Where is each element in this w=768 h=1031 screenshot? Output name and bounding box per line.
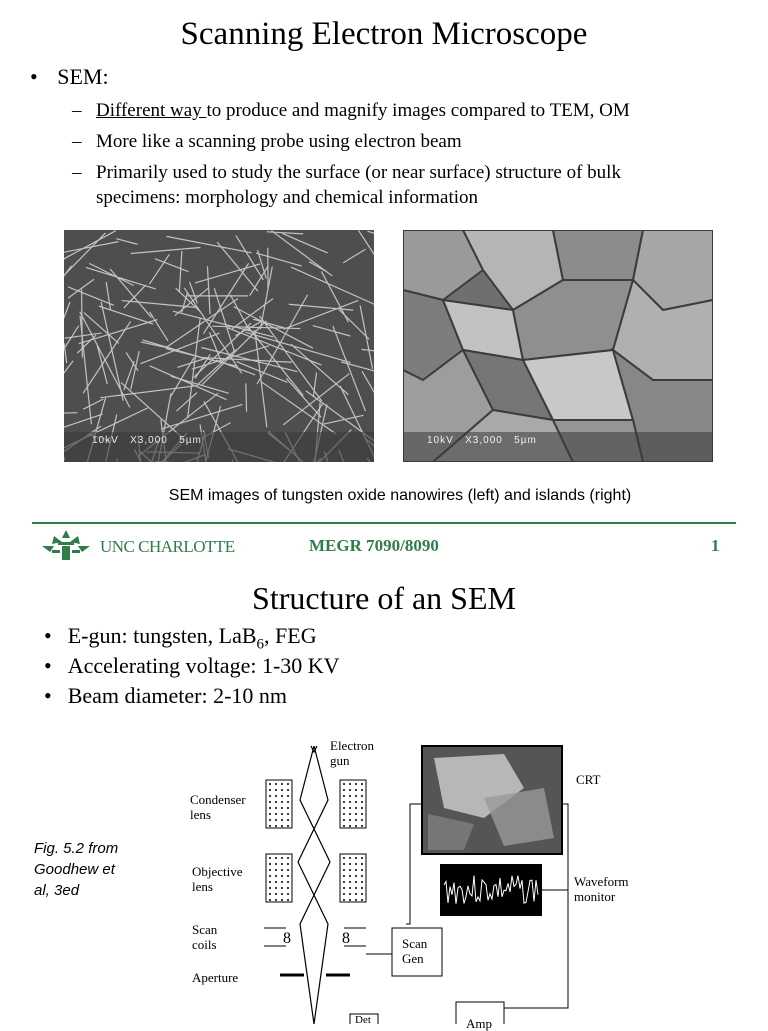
egun-text-post: , FEG: [264, 623, 317, 648]
label-waveform-monitor: [574, 874, 629, 904]
label-scan-coils-l1: Scan: [192, 922, 217, 937]
sub3-text-line2: specimens: morphology and chemical information: [96, 187, 478, 208]
sem-image-islands: [403, 230, 713, 462]
sub2-text: More like a scanning probe using electron beam: [96, 131, 462, 152]
sub-bullet-2: – More like a scanning probe using electron beam: [72, 129, 462, 154]
label-electron-gun: [330, 738, 374, 768]
slide2-title: Structure of an SEM: [0, 580, 768, 617]
course-code: MEGR 7090/8090: [309, 536, 439, 556]
sem-structure-diagram: [184, 728, 640, 1024]
beam-text: Beam diameter: 2-10 nm: [68, 683, 287, 708]
label-waveform-l2: monitor: [574, 889, 629, 904]
footer-divider: [32, 522, 736, 524]
bullet-sem: [30, 64, 109, 90]
label-scan-coils-l2: coils: [192, 937, 217, 952]
sem-image-nanowires: [64, 230, 374, 462]
bullet-voltage: • Accelerating voltage: 1-30 KV: [44, 653, 340, 679]
svg-text:8: 8: [342, 930, 350, 947]
img-left-label: 10kV X3,000 5µm: [92, 435, 202, 446]
label-condenser-l2: lens: [190, 807, 246, 822]
label-crt: CRT: [576, 772, 601, 787]
sub-bullet-1: – Different way to produce and magnify images compared to TEM, OM: [72, 98, 630, 123]
figure-caption: [34, 838, 118, 901]
bullet-dot: •: [30, 64, 38, 89]
label-aperture: Aperture: [192, 970, 238, 985]
fig-caption-line2: Goodhew et: [34, 859, 118, 880]
label-det: Det: [355, 1013, 371, 1028]
svg-text:8: 8: [283, 930, 291, 947]
sub3-text-line1: Primarily used to study the surface (or near surface) structure of bulk: [96, 162, 621, 183]
fig-caption-line3: al, 3ed: [34, 880, 118, 901]
image-caption: SEM images of tungsten oxide nanowires (left) and islands (right): [0, 487, 768, 505]
sub1-rest: to produce and magnify images compared to TEM, OM: [206, 100, 629, 121]
label-scan-coils: [192, 922, 217, 952]
label-scan-gen: [402, 936, 427, 966]
unc-charlotte-logo-icon: [40, 530, 92, 560]
page-number: 1: [711, 536, 720, 556]
label-electron-gun-l2: gun: [330, 753, 374, 768]
voltage-text: Accelerating voltage: 1-30 KV: [68, 653, 340, 678]
bullet-egun: • E-gun: tungsten, LaB$_6$, FEG: [44, 623, 317, 653]
label-condenser-l1: Condenser: [190, 792, 246, 807]
label-scan-gen-l2: Gen: [402, 951, 427, 966]
bullet-sem-text: SEM:: [57, 64, 108, 89]
label-electron-gun-l1: Electron: [330, 738, 374, 753]
sub-bullet-3: – Primarily used to study the surface (or near surface) structure of bulk specimens: morphology and chemical information: [72, 160, 621, 210]
label-scan-gen-l1: Scan: [402, 936, 427, 951]
sub1-underlined: Different way: [96, 100, 206, 121]
egun-text: E-gun: tungsten, LaB: [68, 623, 257, 648]
egun-subscript: 6: [257, 636, 265, 652]
label-objective-lens: [192, 864, 243, 894]
fig-caption-line1: Fig. 5.2 from: [34, 838, 118, 859]
img-right-label: 10kV X3,000 5µm: [427, 435, 537, 446]
label-objective-l1: Objective: [192, 864, 243, 879]
bullet-beam: • Beam diameter: 2-10 nm: [44, 683, 287, 709]
unc-charlotte-logo-text: UNC CHARLOTTE: [100, 537, 235, 557]
label-objective-l2: lens: [192, 879, 243, 894]
label-condenser-lens: [190, 792, 246, 822]
slide1-title: Scanning Electron Microscope: [0, 16, 768, 53]
label-amp: Amp: [466, 1016, 492, 1031]
label-waveform-l1: Waveform: [574, 874, 629, 889]
